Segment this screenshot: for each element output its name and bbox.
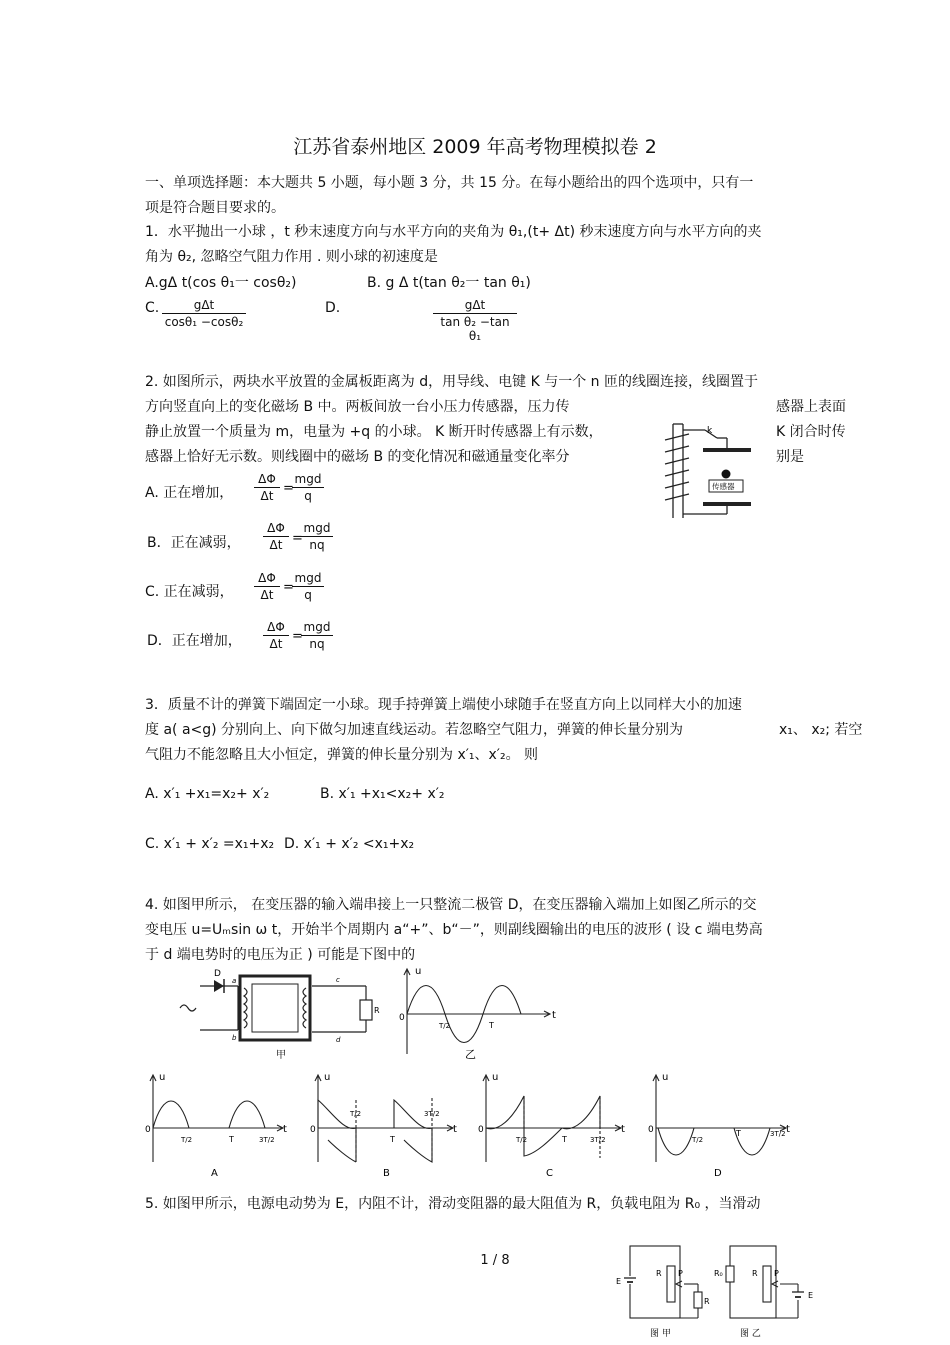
q4-graph-a-u: u	[159, 1072, 166, 1083]
q4-graph-a-half: T/2	[181, 1136, 193, 1144]
q2-stem-line2a: 方向竖直向上的变化磁场 B 中。两板间放一台小压力传感器，压力传	[145, 399, 570, 415]
q4-graph-d-half: T/2	[692, 1136, 704, 1144]
page-number: 1 / 8	[480, 1253, 510, 1268]
q4-transformer-figure	[170, 966, 385, 1066]
q1-option-c-denominator: cosθ₁ −cosθ₂	[164, 315, 244, 329]
q4-fig-c: c	[336, 976, 340, 984]
q4-graph-a-T: T	[229, 1135, 234, 1144]
q2-flux-den: Δt	[269, 637, 283, 651]
q5-yi-P: P	[774, 1269, 779, 1278]
q2-stem-line3a: 静止放置一个质量为 m，电量为 +q 的小球。 K 断开时传感器上有示数，	[145, 424, 603, 440]
q2-option-c-num: mgd	[292, 571, 324, 587]
q4-fig-diode-label: D	[214, 969, 221, 979]
page-title: 江苏省泰州地区 2009 年高考物理模拟卷 2	[293, 136, 657, 158]
q4-graph-d-T: T	[736, 1129, 741, 1138]
q2-option-c-rhs	[292, 571, 324, 602]
q2-fig-sensor: 传感器	[712, 482, 735, 491]
q5-yi-E: E	[808, 1291, 814, 1300]
q4-fig-b: b	[232, 1034, 237, 1042]
q3-option-b: B. x′₁ +x₁<x₂+ x′₂	[320, 786, 445, 802]
q4-graph-c-3half: 3T/2	[590, 1136, 606, 1144]
q4-graph-d	[646, 1070, 796, 1180]
q4-graph-a-0: 0	[145, 1125, 151, 1135]
q2-circuit-figure	[655, 418, 765, 528]
q4-fig-yi-t: t	[552, 1010, 556, 1021]
q2-option-d-den: nq	[309, 637, 325, 651]
q4-graph-c-u: u	[492, 1072, 499, 1083]
q2-stem-line4a: 感器上恰好无示数。则线圈中的磁场 B 的变化情况和磁通量变化率分	[145, 449, 570, 465]
q5-fig-jia: 图 甲	[650, 1329, 671, 1339]
q5-circuit-figure-jia	[612, 1240, 722, 1340]
q5-yi-R: R	[752, 1269, 758, 1278]
q2-option-d-lhs	[263, 620, 289, 651]
q4-graph-a	[143, 1070, 293, 1180]
q4-stem-line1: 4. 如图甲所示， 在变压器的输入端串接上一只整流二极管 D，在变压器输入端加上如图乙所示的交	[145, 897, 757, 913]
q1-stem-line1: 1．水平抛出一小球 ，t 秒末速度方向与水平方向的夹角为 θ₁,(t+ Δt) 秒末速度方向与水平方向的夹	[145, 224, 762, 240]
q3-option-c: C. x′₁ + x′₂ =x₁+x₂	[145, 836, 275, 852]
q2-flux-den: Δt	[269, 538, 283, 552]
q4-graph-c-0: 0	[478, 1125, 484, 1135]
q2-stem-line4b: 别是	[776, 449, 804, 465]
q1-option-c-fraction	[162, 298, 246, 329]
q4-fig-jia: 甲	[276, 1050, 286, 1061]
q4-graph-b-3half: 3T/2	[424, 1110, 440, 1118]
q3-stem-line3: 气阻力不能忽略且大小恒定，弹簧的伸长量分别为 x′₁、x′₂。 则	[145, 747, 539, 763]
q2-option-d-label: D．正在增加，	[147, 633, 242, 649]
q2-flux-den: Δt	[260, 588, 274, 602]
q2-option-c-lhs	[254, 571, 280, 602]
q2-option-a-lhs	[254, 472, 280, 503]
q4-graph-c-T: T	[562, 1135, 567, 1144]
q2-option-b-num: mgd	[301, 521, 333, 537]
q5-stem-line1: 5. 如图甲所示，电源电动势为 E，内阻不计，滑动变阻器的最大阻值为 R，负载电阻为 R₀ ，当滑动	[145, 1196, 761, 1212]
q4-fig-yi-T: T	[489, 1021, 494, 1030]
q4-input-wave-figure	[395, 966, 565, 1066]
q1-option-d-fraction	[433, 298, 517, 343]
q3-option-d: D. x′₁ + x′₂ <x₁+x₂	[284, 836, 415, 852]
q4-graph-c-half: T/2	[516, 1136, 528, 1144]
q4-graph-a-label: A	[211, 1168, 218, 1179]
q4-stem-line2: 变电压 u=Uₘsin ω t，开始半个周期内 a“+”、b“－”，则副线圈输出的电压的波形 ( 设 c 端电势高	[145, 922, 763, 938]
q1-option-c-numerator: gΔt	[162, 298, 246, 314]
q2-option-d-num: mgd	[301, 620, 333, 636]
q2-stem-line1: 2. 如图所示，两块水平放置的金属板距离为 d，用导线、电键 K 与一个 n 匝的线圈连接，线圈置于	[145, 374, 758, 390]
q4-fig-a: a	[232, 977, 237, 985]
q4-fig-R: R	[374, 1006, 380, 1015]
q2-option-b-den: nq	[309, 538, 325, 552]
q2-flux-num: ΔΦ	[263, 620, 289, 636]
q2-option-a-num: mgd	[292, 472, 324, 488]
q2-option-b-equals: =	[292, 531, 303, 546]
q4-graph-d-label: D	[714, 1168, 722, 1179]
q4-graph-b-half: T/2	[350, 1110, 362, 1118]
q3-stem-line1: 3．质量不计的弹簧下端固定一小球。现手持弹簧上端使小球随手在竖直方向上以同样大小的加速	[145, 697, 742, 713]
q1-option-b: B. g Δ t(tan θ₂一 tan θ₁)	[367, 275, 531, 291]
q5-jia-R: R	[656, 1269, 662, 1278]
q3-option-a: A. x′₁ +x₁=x₂+ x′₂	[145, 786, 270, 802]
q2-option-b-rhs	[301, 521, 333, 552]
q4-graph-c-label: C	[546, 1168, 553, 1179]
q4-graph-b-u: u	[324, 1072, 331, 1083]
q2-option-d-rhs	[301, 620, 333, 651]
q2-option-b-lhs	[263, 521, 289, 552]
q4-graph-b-t: t	[453, 1124, 457, 1135]
q2-fig-k: k	[707, 426, 713, 436]
q2-flux-num: ΔΦ	[263, 521, 289, 537]
q2-option-b-label: B．正在减弱，	[147, 535, 241, 551]
q4-graph-d-t: t	[786, 1124, 790, 1135]
q2-stem-line3b: K 闭合时传	[776, 424, 846, 440]
q4-graph-c	[476, 1070, 631, 1180]
section-intro-line2: 项是符合题目要求的。	[145, 200, 285, 216]
q5-fig-yi: 图 乙	[740, 1329, 761, 1339]
q4-fig-yi-half: T/2	[439, 1022, 451, 1030]
q5-circuit-figure-yi	[708, 1240, 823, 1340]
q4-graph-d-3half: 3T/2	[770, 1130, 786, 1138]
q2-flux-num: ΔΦ	[254, 472, 280, 488]
q2-option-a-equals: =	[283, 481, 294, 496]
q4-graph-d-u: u	[662, 1072, 669, 1083]
q2-stem-line2b: 感器上表面	[776, 399, 846, 415]
q2-flux-num: ΔΦ	[254, 571, 280, 587]
q1-option-d-denominator: tan θ₂ −tan θ₁	[440, 315, 510, 343]
q2-option-c-equals: =	[283, 580, 294, 595]
q4-fig-yi-u: u	[415, 966, 422, 977]
q5-jia-R-load: R	[704, 1297, 710, 1306]
q1-option-c-label: C.	[145, 300, 160, 316]
q5-jia-E: E	[616, 1277, 622, 1286]
q2-option-c-den: q	[304, 588, 312, 602]
q4-stem-line3: 于 d 端电势时的电压为正 ) 可能是下图中的	[145, 947, 416, 963]
q1-stem-line2: 角为 θ₂, 忽略空气阻力作用 . 则小球的初速度是	[145, 249, 438, 265]
q2-flux-den: Δt	[260, 489, 274, 503]
q4-graph-d-0: 0	[648, 1125, 654, 1135]
q4-graph-b-T: T	[390, 1135, 395, 1144]
q4-graph-a-3half: 3T/2	[259, 1136, 275, 1144]
q4-graph-b-label: B	[383, 1168, 390, 1179]
section-intro-line1: 一、单项选择题：本大题共 5 小题，每小题 3 分，共 15 分。在每小题给出的四个选项中，只有一	[145, 175, 754, 191]
q1-option-d-numerator: gΔt	[433, 298, 517, 314]
q2-option-c-label: C. 正在减弱，	[145, 584, 234, 600]
q4-graph-a-t: t	[283, 1124, 287, 1135]
q1-option-a: A.gΔ t(cos θ₁一 cosθ₂)	[145, 275, 297, 291]
q5-jia-P: P	[678, 1269, 683, 1278]
q2-option-a-label: A. 正在增加，	[145, 485, 234, 501]
q4-graph-b	[308, 1070, 463, 1180]
q5-yi-R0: R₀	[714, 1269, 723, 1278]
q1-option-d-label: D.	[325, 300, 341, 316]
q2-option-a-den: q	[304, 489, 312, 503]
q4-fig-yi-0: 0	[399, 1013, 405, 1023]
q3-stem-line2b: x₁、 x₂; 若空	[779, 722, 863, 738]
q3-stem-line2a: 度 a( a<g) 分别向上、向下做匀加速直线运动。若忽略空气阻力，弹簧的伸长量分别为	[145, 722, 684, 738]
q2-option-a-rhs	[292, 472, 324, 503]
q4-fig-d: d	[336, 1036, 341, 1044]
q4-fig-yi: 乙	[465, 1048, 476, 1061]
q4-graph-c-t: t	[621, 1124, 625, 1135]
q4-graph-b-0: 0	[310, 1125, 316, 1135]
q2-option-d-equals: =	[292, 629, 303, 644]
